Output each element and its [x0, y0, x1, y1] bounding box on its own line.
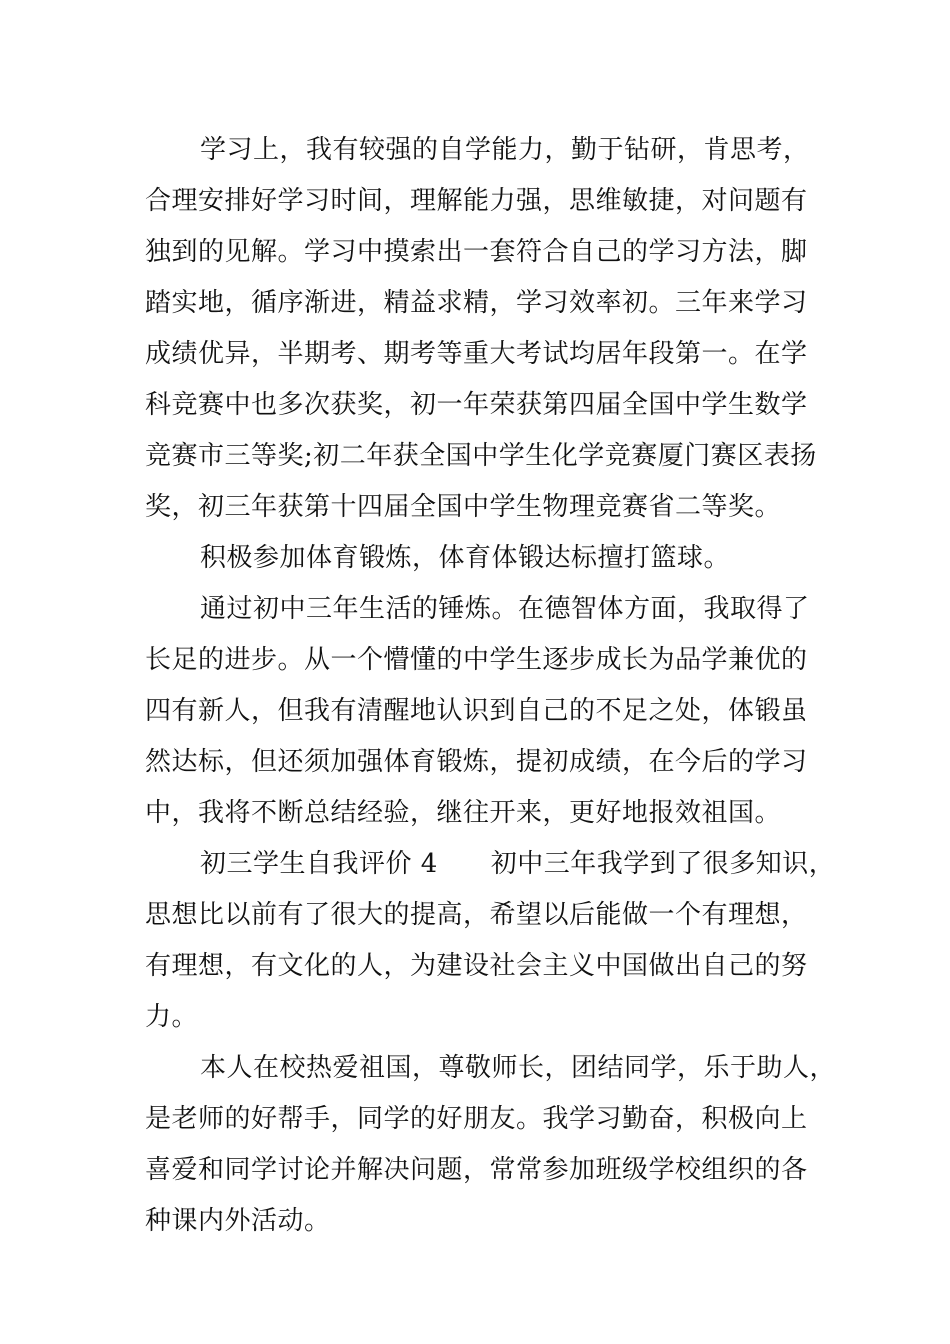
paragraph-line: 通过初中三年生活的锤炼。在德智体方面，我取得了 — [200, 594, 810, 624]
paragraph-line: 踏实地，循序渐进，精益求精，学习效率初。三年来学习 — [145, 288, 808, 318]
paragraph-line: 本人在校热爱祖国，尊敬师长，团结同学，乐于助人， — [200, 1053, 837, 1083]
paragraph-line: 思想比以前有了很大的提高，希望以后能做一个有理想， — [145, 900, 808, 930]
paragraph-line: 然达标，但还须加强体育锻炼，提初成绩，在今后的学习 — [145, 747, 808, 777]
paragraph-line: 长足的进步。从一个懵懂的中学生逐步成长为品学兼优的 — [145, 645, 808, 675]
paragraph-line: 初三学生自我评价 4 初中三年我学到了很多知识， — [200, 849, 836, 879]
paragraph-line: 力。 — [145, 1002, 199, 1032]
paragraph-line: 奖，初三年获第十四届全国中学生物理竞赛省二等奖。 — [145, 492, 782, 522]
paragraph-line: 成绩优异，半期考、期考等重大考试均居年段第一。在学 — [145, 339, 808, 369]
paragraph-line: 喜爱和同学讨论并解决问题，常常参加班级学校组织的各 — [145, 1155, 808, 1185]
paragraph-line: 是老师的好帮手，同学的好朋友。我学习勤奋，积极向上 — [145, 1104, 808, 1134]
paragraph-line: 学习上，我有较强的自学能力，勤于钻研，肯思考， — [200, 135, 810, 165]
paragraph-line: 科竞赛中也多次获奖，初一年荣获第四届全国中学生数学 — [145, 390, 808, 420]
paragraph-line: 有理想，有文化的人，为建设社会主义中国做出自己的努 — [145, 951, 808, 981]
paragraph-line: 独到的见解。学习中摸索出一套符合自己的学习方法，脚 — [145, 237, 808, 267]
paragraph-line: 积极参加体育锻炼，体育体锻达标擅打篮球。 — [200, 543, 731, 573]
paragraph-line: 种课内外活动。 — [145, 1206, 331, 1236]
paragraph-line: 四有新人，但我有清醒地认识到自己的不足之处，体锻虽 — [145, 696, 808, 726]
paragraph-line: 合理安排好学习时间，理解能力强，思维敏捷，对问题有 — [145, 186, 808, 216]
paragraph-line: 中，我将不断总结经验，继往开来，更好地报效祖国。 — [145, 798, 782, 828]
paragraph-line: 竞赛市三等奖;初二年获全国中学生化学竞赛厦门赛区表扬 — [145, 441, 817, 471]
